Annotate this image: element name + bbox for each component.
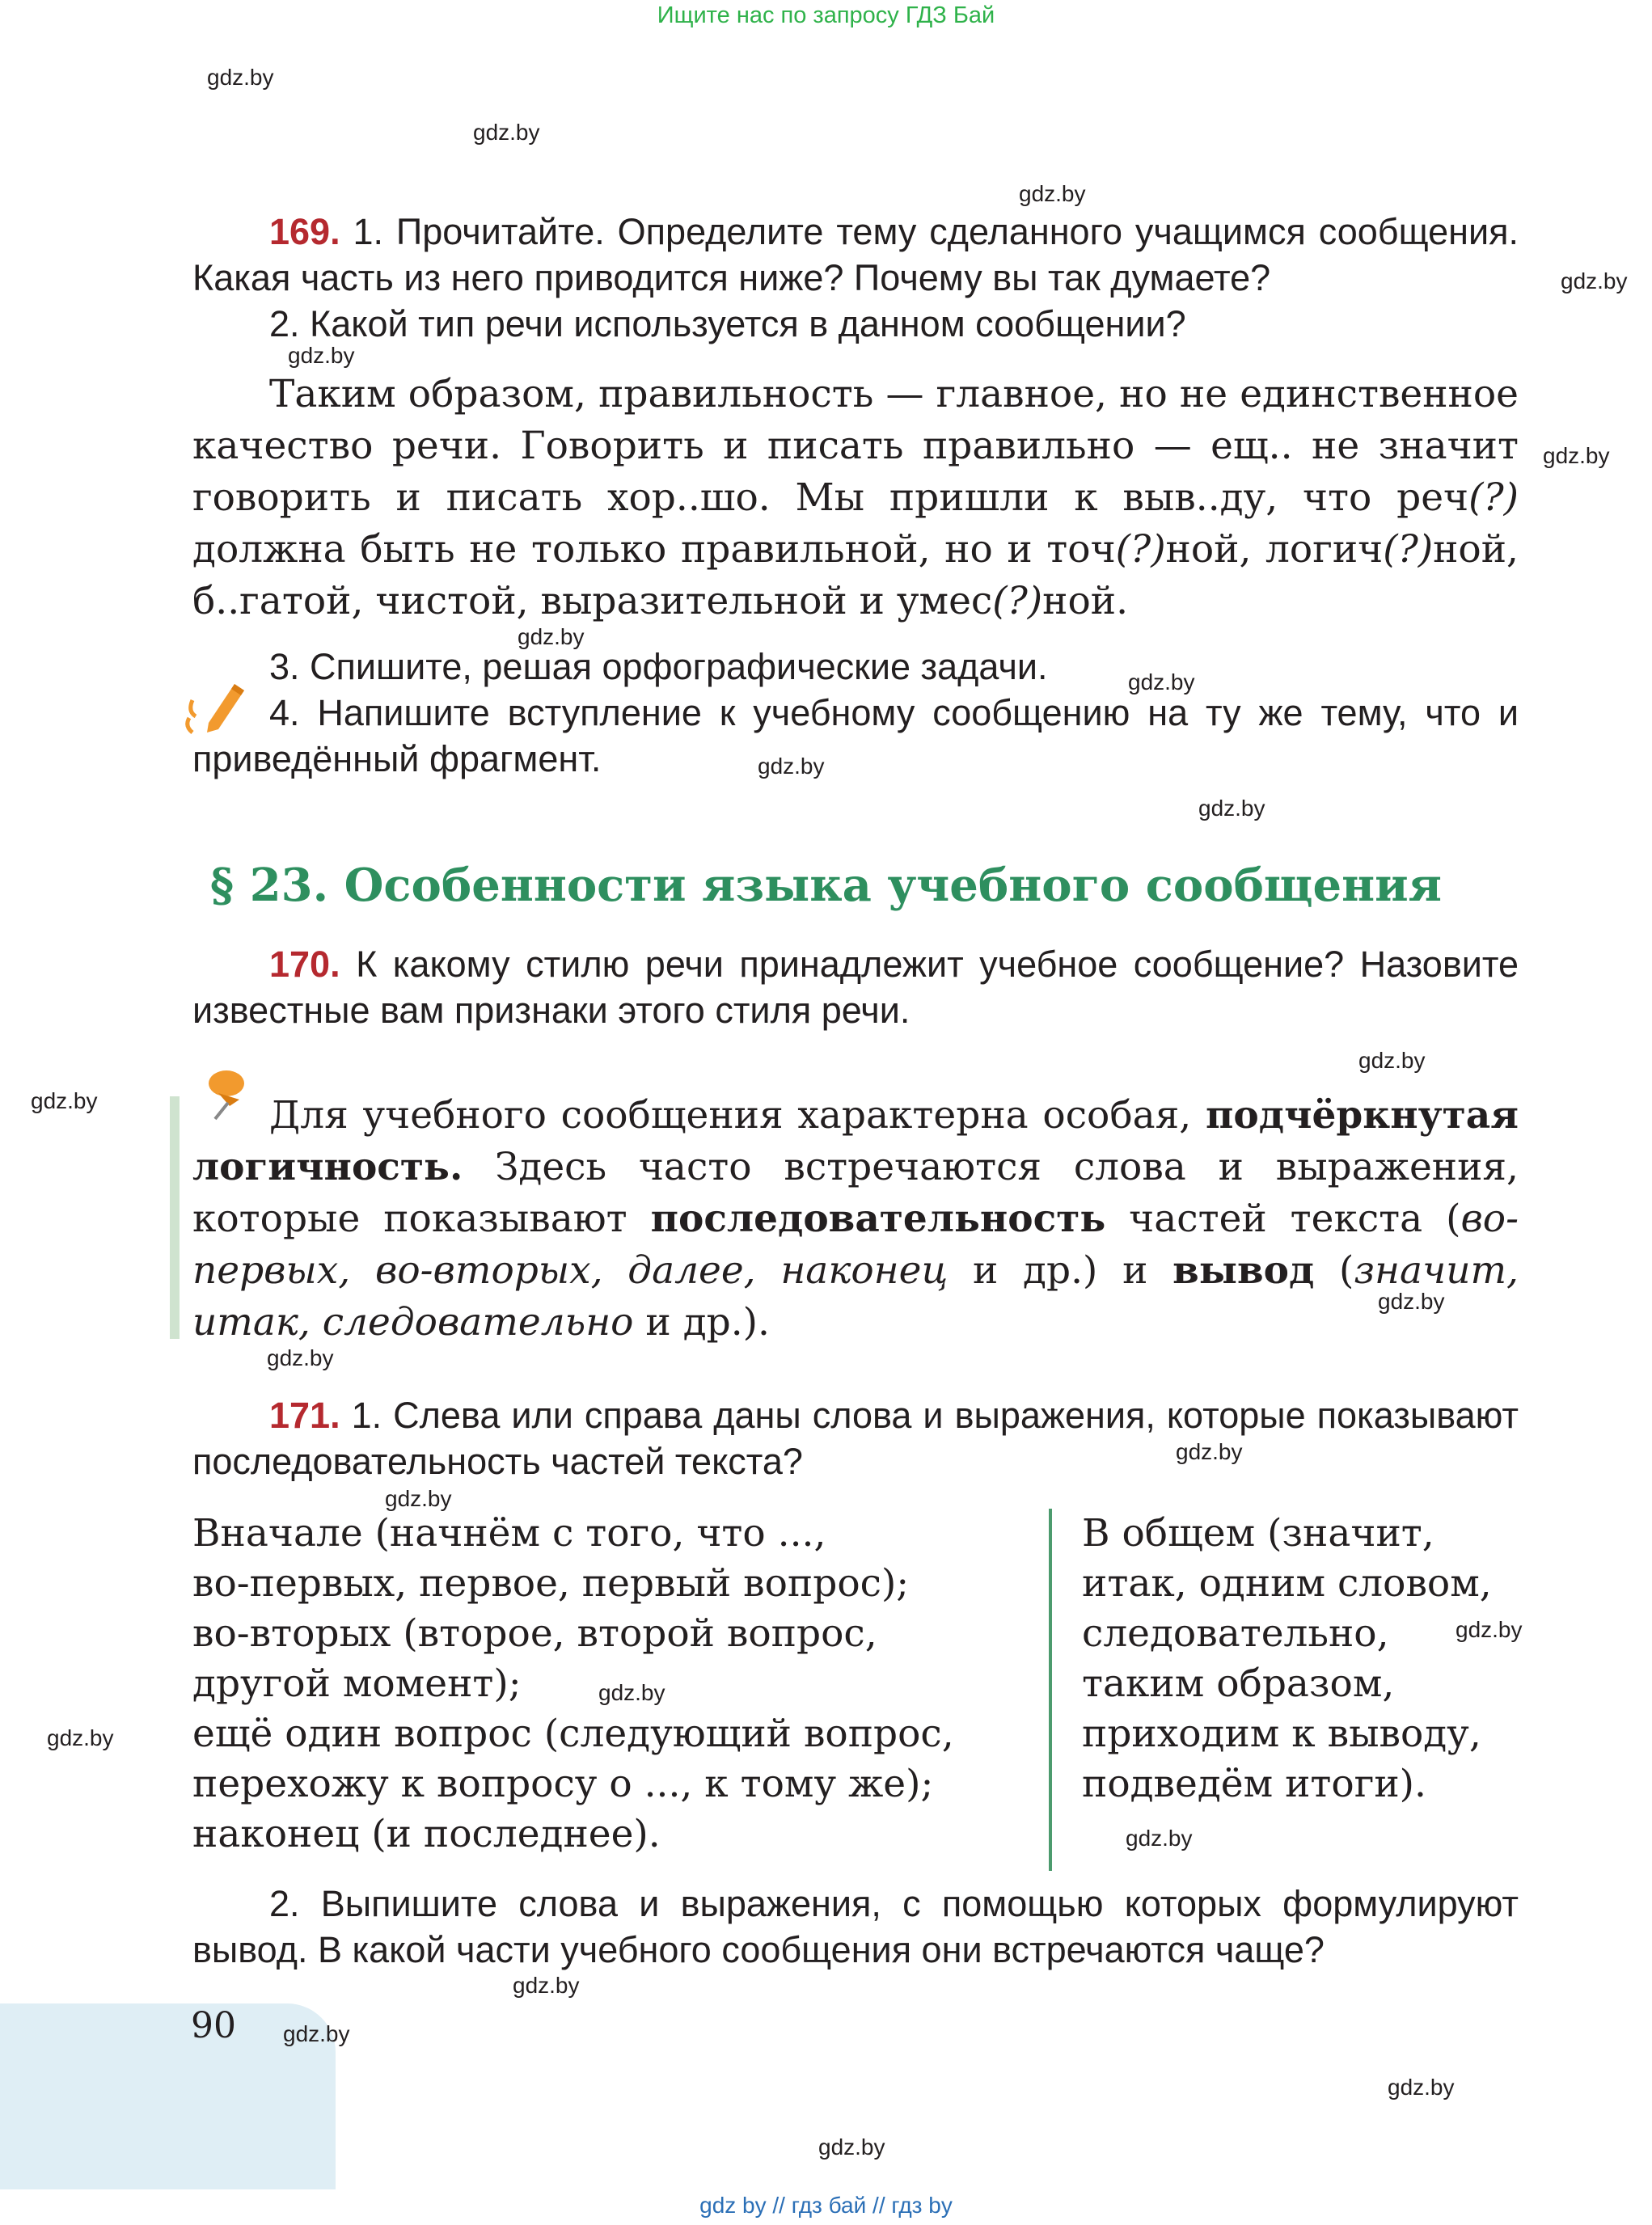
watermark: gdz.by <box>473 120 540 145</box>
task-169-questions <box>192 209 1519 347</box>
rule-text-part: и др.) и <box>948 1248 1173 1293</box>
excerpt-text: ной. <box>1042 579 1129 623</box>
task-question: 2. Выпишите слова и выражения, с помощью которых формулируют вывод. В какой части учебного сообщения они встречаются чаще? <box>192 1883 1519 1970</box>
rule-text-part: частей текста ( <box>1105 1197 1461 1241</box>
left-column-line: перехожу к вопросу о ..., к тому же); <box>192 1762 934 1806</box>
watermark: gdz.by <box>1128 669 1195 695</box>
page-number: 90 <box>191 2005 236 2046</box>
rule-text <box>192 1090 1519 1349</box>
watermark: gdz.by <box>818 2134 885 2160</box>
excerpt-text: Таким образом, правильность — главное, но не единственное качество речи. Говорить и писать правильно — ещ.. не значит говорить и писать хор..шо. Мы пришли к выв..ду, что реч <box>192 372 1519 520</box>
right-column-line: В общем (значит, <box>1082 1511 1434 1556</box>
watermark: gdz.by <box>31 1088 98 1113</box>
watermark: gdz.by <box>518 624 585 649</box>
task-number: 169. <box>269 211 340 252</box>
right-column-line: таким образом, <box>1082 1661 1395 1706</box>
gap-mark: (?) <box>1383 527 1434 572</box>
right-column-line: итак, одним словом, <box>1082 1561 1492 1606</box>
task-question: 1. Прочитайте. Определите тему сделанного учащимся сообщения. Какая часть из него приводится ниже? Почему вы так думаете? <box>192 211 1519 298</box>
task-question: К какому стилю речи принадлежит учебное сообщение? Назовите известные вам признаки этого стиля речи. <box>192 944 1519 1031</box>
right-column-line: следовательно, <box>1082 1611 1389 1656</box>
left-column-line: во-первых, первое, первый вопрос); <box>192 1561 910 1606</box>
gap-mark: (?) <box>992 579 1043 623</box>
watermark: gdz.by <box>207 65 274 90</box>
watermark: gdz.by <box>288 343 355 368</box>
watermark: gdz.by <box>1561 268 1628 293</box>
rule-bold-term: подчёркнутая логичность. <box>192 1093 1519 1189</box>
task-number: 171. <box>269 1395 340 1436</box>
pencil-icon <box>184 676 249 741</box>
left-column-line: Вначале (начнём с того, что ..., <box>192 1511 826 1556</box>
watermark: gdz.by <box>1388 2075 1455 2100</box>
bottom-banner[interactable]: gdz by // гдз бай // гдз by <box>699 2193 953 2218</box>
rule-text-part: ( <box>1314 1248 1354 1293</box>
left-column-line: во-вторых (второе, второй вопрос, <box>192 1611 877 1656</box>
watermark: gdz.by <box>1378 1289 1445 1314</box>
watermark: gdz.by <box>1126 1826 1193 1851</box>
left-column-line: другой момент); <box>192 1661 522 1706</box>
rule-marker-bar <box>170 1096 180 1339</box>
task-question: 4. Напишите вступление к учебному сообщению на ту же тему, что и приведённый фрагмент. <box>192 692 1519 779</box>
watermark: gdz.by <box>598 1680 665 1705</box>
watermark: gdz.by <box>1198 796 1265 821</box>
excerpt-text: должна быть не только правильной, но и точ <box>192 527 1116 572</box>
section-title: § 23. Особенности языка учебного сообщения <box>209 859 1443 912</box>
watermark: gdz.by <box>1543 443 1610 468</box>
watermark: gdz.by <box>385 1486 452 1511</box>
task-question: 1. Слева или справа даны слова и выражения, которые показывают последовательность частей текста? <box>192 1395 1519 1482</box>
watermark: gdz.by <box>1358 1048 1426 1073</box>
watermark: gdz.by <box>283 2021 350 2046</box>
watermark: gdz.by <box>1456 1617 1523 1642</box>
rule-text-part: Для учебного сообщения характерна особая, <box>269 1093 1206 1138</box>
watermark: gdz.by <box>1019 181 1086 206</box>
task-171-q2 <box>192 1881 1519 1973</box>
watermark: gdz.by <box>1176 1439 1243 1464</box>
watermark: gdz.by <box>47 1725 114 1750</box>
rule-example: во-первых, во-вторых, далее, наконец <box>192 1197 1519 1293</box>
task-question: 3. Спишите, решая орфографические задачи. <box>269 646 1048 687</box>
gap-mark: (?) <box>1115 527 1166 572</box>
watermark: gdz.by <box>267 1345 334 1370</box>
rule-text-part: и др.). <box>633 1300 770 1345</box>
watermark: gdz.by <box>758 754 825 779</box>
right-column-line: подведём итоги). <box>1082 1762 1426 1806</box>
top-banner[interactable]: Ищите нас по запросу ГДЗ Бай <box>657 2 995 28</box>
rule-bold-term: последовательность <box>650 1197 1106 1241</box>
task-number: 170. <box>269 944 340 985</box>
excerpt-text: ной, логич <box>1165 527 1384 572</box>
task-170 <box>192 941 1519 1033</box>
task-171-q1 <box>192 1392 1519 1484</box>
rule-text-part: Здесь часто встречаются слова и выражения, которые показывают <box>192 1145 1519 1241</box>
left-column-line: наконец (и последнее). <box>192 1812 661 1856</box>
excerpt-text: ной, б..гатой, чистой, выразительной и умес <box>192 527 1519 623</box>
task-169-assignments <box>192 644 1519 782</box>
rule-bold-term: вывод <box>1172 1248 1315 1293</box>
column-divider <box>1049 1509 1052 1871</box>
watermark: gdz.by <box>513 1973 580 1998</box>
right-column <box>1082 1509 1492 1809</box>
task-question: 2. Какой тип речи используется в данном сообщении? <box>269 303 1186 344</box>
right-column-line: приходим к выводу, <box>1082 1712 1481 1756</box>
task-169-excerpt <box>192 369 1519 627</box>
left-column-line: ещё один вопрос (следующий вопрос, <box>192 1712 954 1756</box>
gap-mark: (?) <box>1468 475 1519 520</box>
rule-example: значит, итак, следовательно <box>192 1248 1519 1345</box>
left-column <box>192 1509 954 1860</box>
